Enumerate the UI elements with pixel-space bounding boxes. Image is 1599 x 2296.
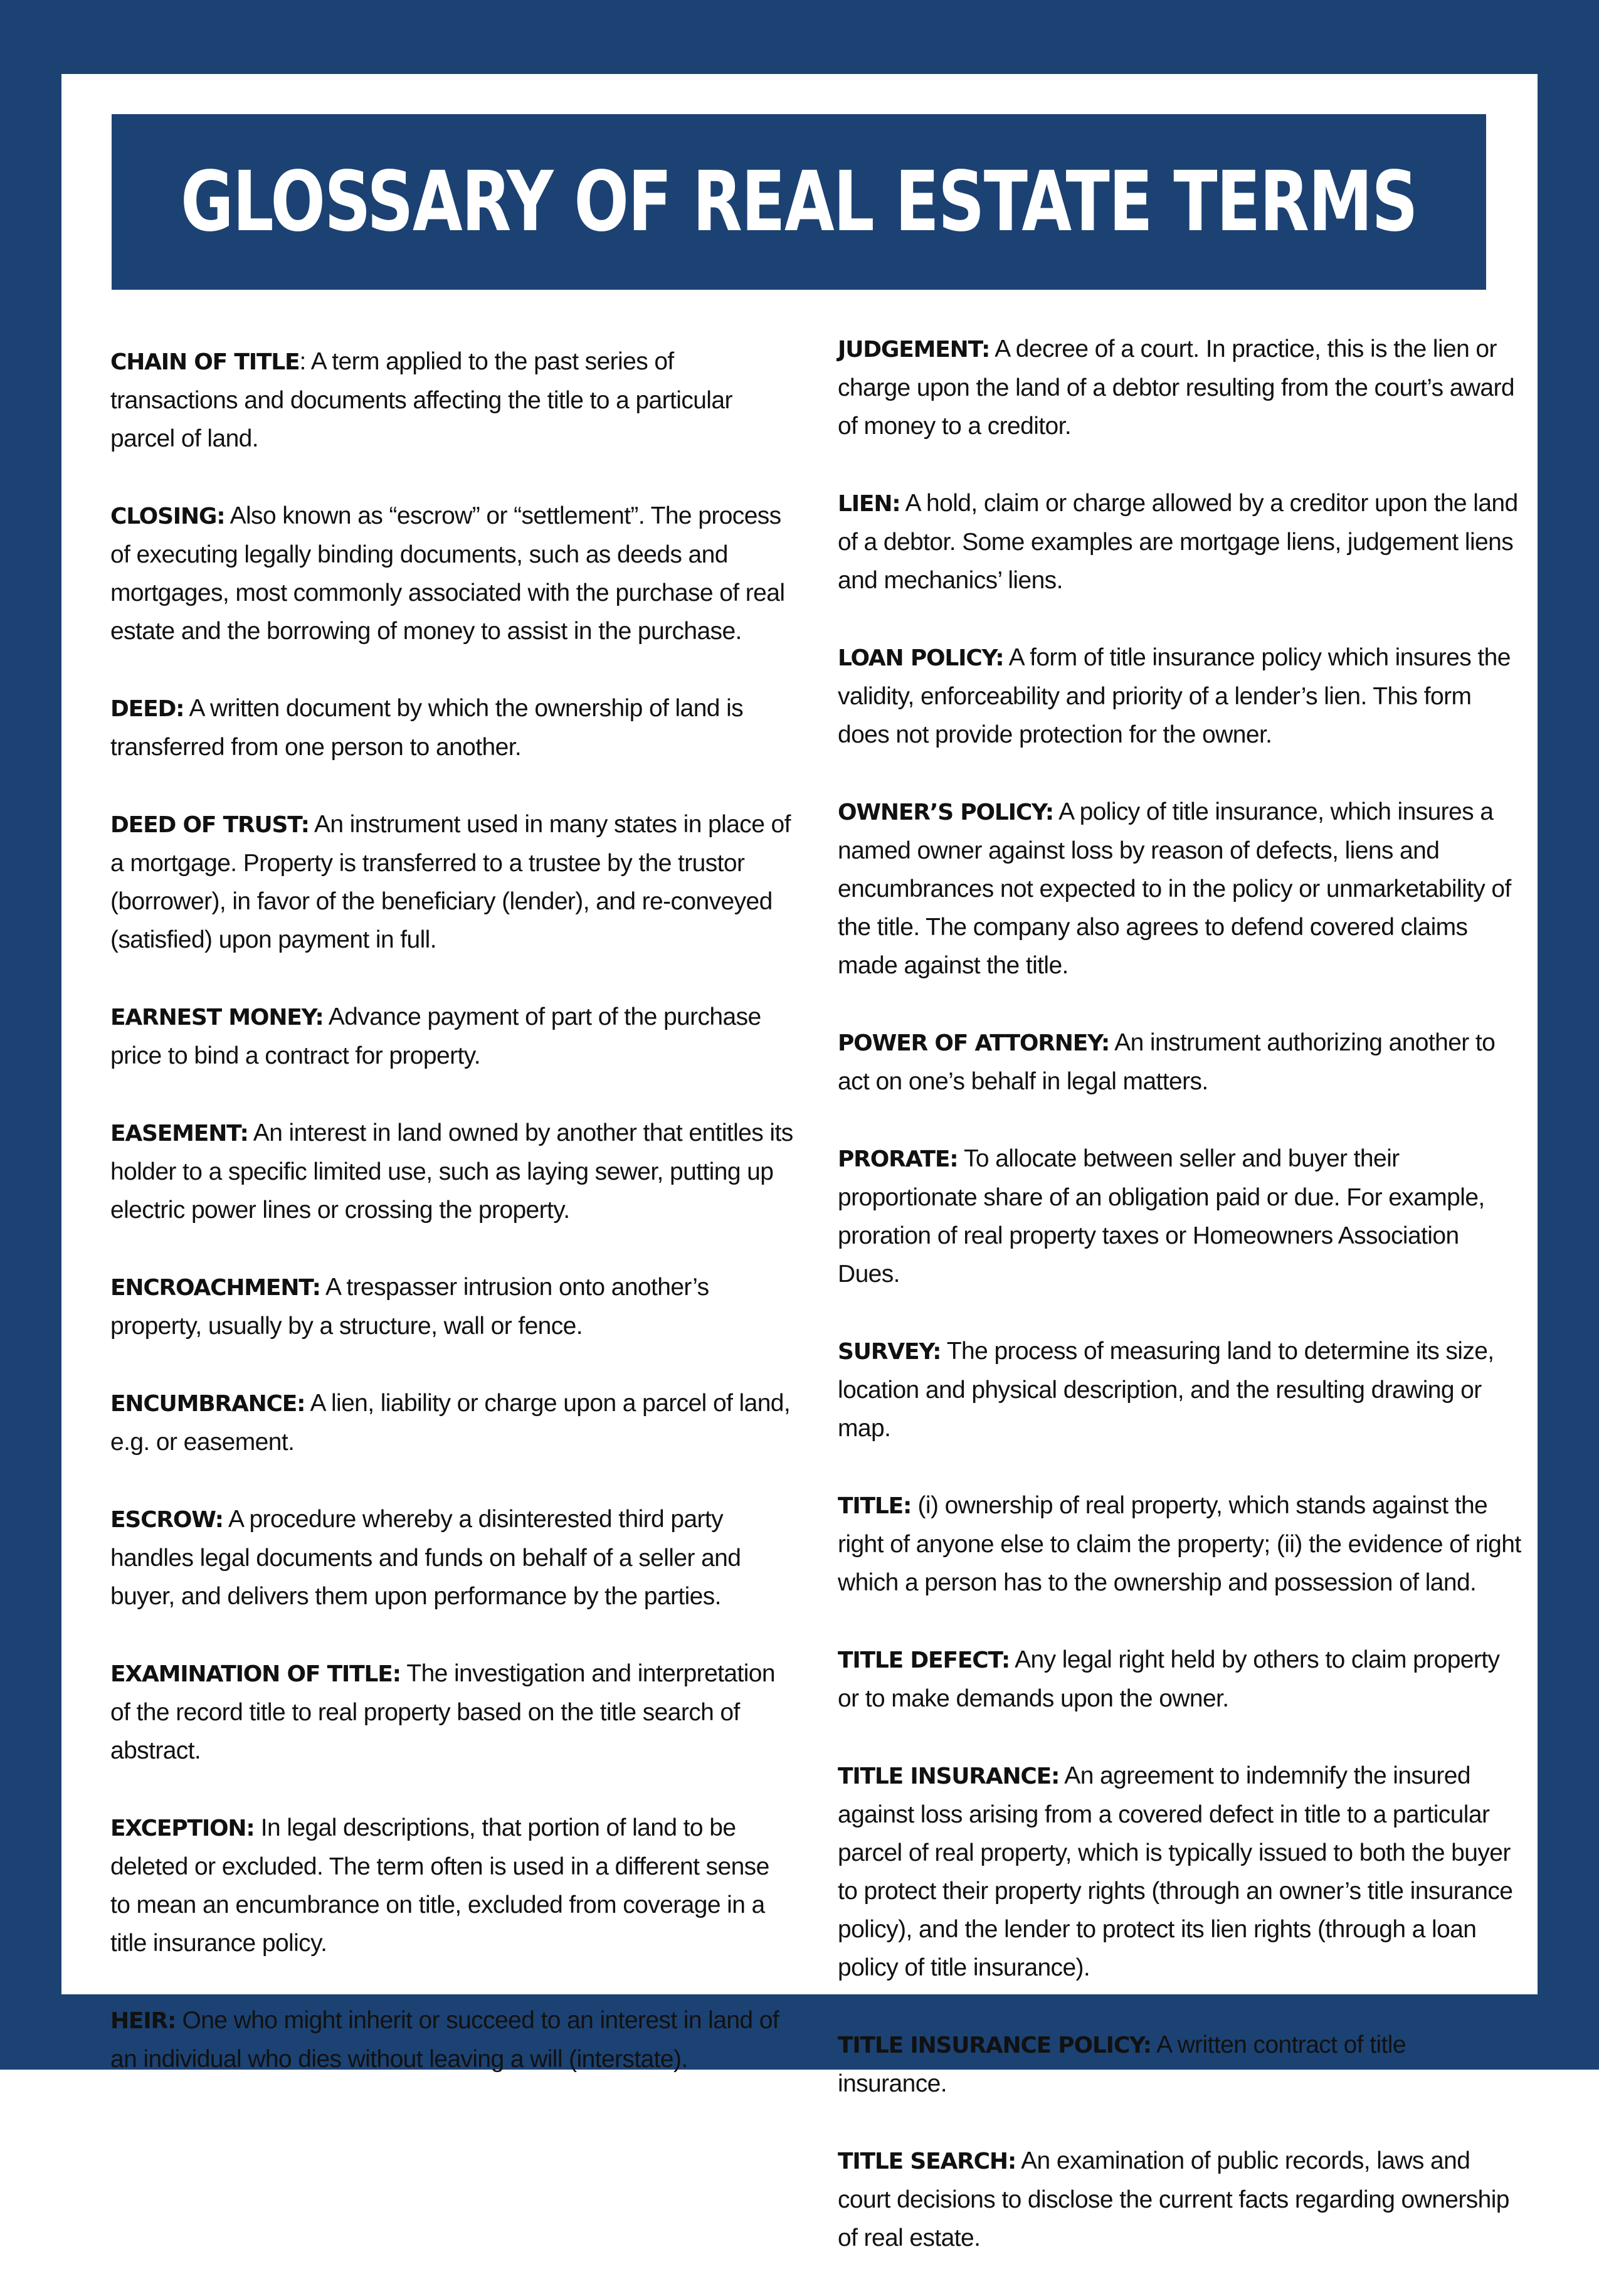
glossary-definition: A written document by which the ownership of land is transferred from one person to another. xyxy=(110,695,744,761)
glossary-term: PRORATE: xyxy=(838,1146,958,1172)
glossary-definition: One who might inherit or succeed to an interest in land of an individual who dies without leaving a will (interstate). xyxy=(110,2007,779,2073)
glossary-entry xyxy=(838,484,1521,600)
term-separator xyxy=(1016,2147,1021,2174)
glossary-entry xyxy=(838,2142,1521,2257)
document-sheet xyxy=(61,74,1538,2251)
glossary-term: TITLE: xyxy=(838,1493,912,1519)
glossary-entry xyxy=(110,689,794,766)
glossary-term: TITLE INSURANCE: xyxy=(838,1764,1060,1789)
glossary-definition: An agreement to indemnify the insured against loss arising from a covered defect in title to a particular parcel of real property, which is typically issued to both the buyer to protect their property rights (through an owner’s title insurance policy), and the lender to protect its lien rights (through a loan policy of title insurance). xyxy=(838,1762,1513,1981)
glossary-term: HEIR: xyxy=(110,2008,176,2034)
glossary-definition: An instrument authorizing another to act on one’s behalf in legal matters. xyxy=(838,1029,1496,1095)
glossary-definition: Advance payment of part of the purchase price to bind a contract for property. xyxy=(110,1003,761,1069)
term-separator xyxy=(1004,644,1009,671)
glossary-entry xyxy=(838,1641,1521,1718)
glossary-entry xyxy=(838,1024,1521,1101)
glossary-term: CLOSING: xyxy=(110,504,225,529)
glossary-definition: A trespasser intrusion onto another’s property, usually by a structure, wall or fence. xyxy=(110,1274,709,1340)
glossary-entry xyxy=(838,2026,1521,2103)
glossary-definition: Any legal right held by others to claim property or to make demands upon the owner. xyxy=(838,1646,1500,1712)
glossary-entry xyxy=(110,1268,794,1345)
glossary-term: TITLE SEARCH: xyxy=(838,2149,1016,2174)
glossary-term: ENCUMBRANCE: xyxy=(110,1391,305,1417)
glossary-term: ESCROW: xyxy=(110,1507,223,1533)
glossary-term: LOAN POLICY: xyxy=(838,645,1004,671)
term-separator xyxy=(941,1338,947,1365)
glossary-term: TITLE INSURANCE POLICY: xyxy=(838,2033,1151,2058)
glossary-term: EARNEST MONEY: xyxy=(110,1005,324,1030)
glossary-entry xyxy=(110,1384,794,1461)
glossary-definition: An examination of public records, laws and court decisions to disclose the current facts regarding ownership of real estate. xyxy=(838,2147,1509,2251)
term-separator xyxy=(255,1814,261,1841)
glossary-entry xyxy=(110,998,794,1075)
term-separator xyxy=(1010,1646,1015,1673)
term-separator xyxy=(911,1492,917,1519)
glossary-entry xyxy=(110,1500,794,1616)
glossary-definition: A hold, claim or charge allowed by a creditor upon the land of a debtor. Some examples are mortgage liens, judgement liens and mechanics’ liens. xyxy=(838,490,1518,594)
glossary-entry xyxy=(838,1486,1521,1602)
glossary-term: POWER OF ATTORNEY: xyxy=(838,1030,1110,1056)
glossary-term: OWNER’S POLICY: xyxy=(838,800,1053,825)
glossary-definition: The investigation and interpretation of the record title to real property based on the title search of abstract. xyxy=(110,1660,775,1764)
term-separator xyxy=(401,1660,407,1687)
glossary-column-right xyxy=(838,330,1521,2296)
term-separator xyxy=(1151,2031,1156,2058)
glossary-definition: A policy of title insurance, which insures a named owner against loss by reason of defects, liens and encumbrances not expected to in the policy or unmarketability of the title. The company also agrees to defend covered claims made against the title. xyxy=(838,798,1511,979)
term-separator xyxy=(320,1274,325,1301)
glossary-entry xyxy=(838,330,1521,445)
glossary-entry xyxy=(110,342,794,458)
glossary-term: EASEMENT: xyxy=(110,1121,248,1146)
glossary-definition: A lien, liability or charge upon a parcel of land, e.g. or easement. xyxy=(110,1390,791,1456)
glossary-term: SURVEY: xyxy=(838,1339,941,1365)
glossary-entry xyxy=(838,793,1521,985)
glossary-term: DEED OF TRUST: xyxy=(110,812,309,838)
glossary-definition: A procedure whereby a disinterested third party handles legal documents and funds on behalf of a seller and buyer, and delivers them upon performance by the parties. xyxy=(110,1506,741,1610)
glossary-definition: Also known as “escrow” or “settlement”. The process of executing legally binding documents, such as deeds and mortgages, most commonly associated with the purchase of real estate and the borrowing of money to assist in the purchase. xyxy=(110,502,785,645)
glossary-term: EXCEPTION: xyxy=(110,1816,255,1841)
glossary-entry xyxy=(838,1332,1521,1447)
glossary-definition: In legal descriptions, that portion of land to be deleted or excluded. The term often is used in a different sense to mean an encumbrance on title, excluded from coverage in a title insurance policy. xyxy=(110,1814,769,1957)
glossary-definition: (i) ownership of real property, which stands against the right of anyone else to claim the property; (ii) the evidence of right which a person has to the ownership and possession of land. xyxy=(838,1492,1521,1596)
glossary-entry xyxy=(838,638,1521,754)
glossary-definition: A form of title insurance policy which insures the validity, enforceability and priority of a lender’s lien. This form does not provide protection for the owner. xyxy=(838,644,1511,748)
glossary-entry xyxy=(110,1809,794,1962)
term-separator xyxy=(900,490,905,517)
term-separator: : xyxy=(299,348,311,375)
term-separator xyxy=(1109,1029,1114,1056)
glossary-definition: An interest in land owned by another that entitles its holder to a specific limited use, such as laying sewer, putting up electric power lines or crossing the property. xyxy=(110,1119,793,1224)
glossary-term: ENCROACHMENT: xyxy=(110,1275,320,1301)
glossary-term: EXAMINATION OF TITLE: xyxy=(110,1661,401,1687)
glossary-column-left xyxy=(110,342,794,2117)
term-separator xyxy=(309,811,314,838)
glossary-term: TITLE DEFECT: xyxy=(838,1648,1010,1673)
glossary-entry xyxy=(110,1114,794,1229)
term-separator xyxy=(176,2007,182,2034)
title-banner xyxy=(112,114,1486,290)
glossary-definition: A written contract of title insurance. xyxy=(838,2031,1406,2097)
glossary-definition: A term applied to the past series of transactions and documents affecting the title to a particular parcel of land. xyxy=(110,348,732,452)
term-separator xyxy=(224,502,230,529)
glossary-term: CHAIN OF TITLE xyxy=(110,349,300,375)
glossary-definition: An instrument used in many states in place of a mortgage. Property is transferred to a trustee by the trustor (borrower), in favor of the beneficiary (lender), and re-conveyed (satisfied) upon payment in full. xyxy=(110,811,791,953)
glossary-definition: A decree of a court. In practice, this is the lien or charge upon the land of a debtor resulting from the court’s award of money to a creditor. xyxy=(838,336,1514,440)
glossary-entry xyxy=(110,497,794,650)
term-separator xyxy=(223,1506,228,1533)
glossary-term: DEED: xyxy=(110,696,184,722)
glossary-entry xyxy=(110,805,794,959)
glossary-term: JUDGEMENT: xyxy=(838,337,990,362)
glossary-term: LIEN: xyxy=(838,491,900,517)
term-separator xyxy=(324,1003,329,1030)
glossary-entry xyxy=(838,1757,1521,1987)
page-title: GLOSSARY OF REAL ESTATE TERMS xyxy=(181,154,1417,250)
glossary-definition: To allocate between seller and buyer their proportionate share of an obligation paid or due. For example, proration of real property taxes or Homeowners Association Dues. xyxy=(838,1145,1485,1288)
glossary-entry xyxy=(110,1654,794,1770)
glossary-entry xyxy=(838,1140,1521,1293)
glossary-entry xyxy=(110,2001,794,2078)
term-separator xyxy=(958,1145,964,1172)
term-separator xyxy=(1053,798,1058,825)
glossary-definition: The process of measuring land to determine its size, location and physical description, and the resulting drawing or map. xyxy=(838,1338,1494,1442)
term-separator xyxy=(248,1119,253,1146)
